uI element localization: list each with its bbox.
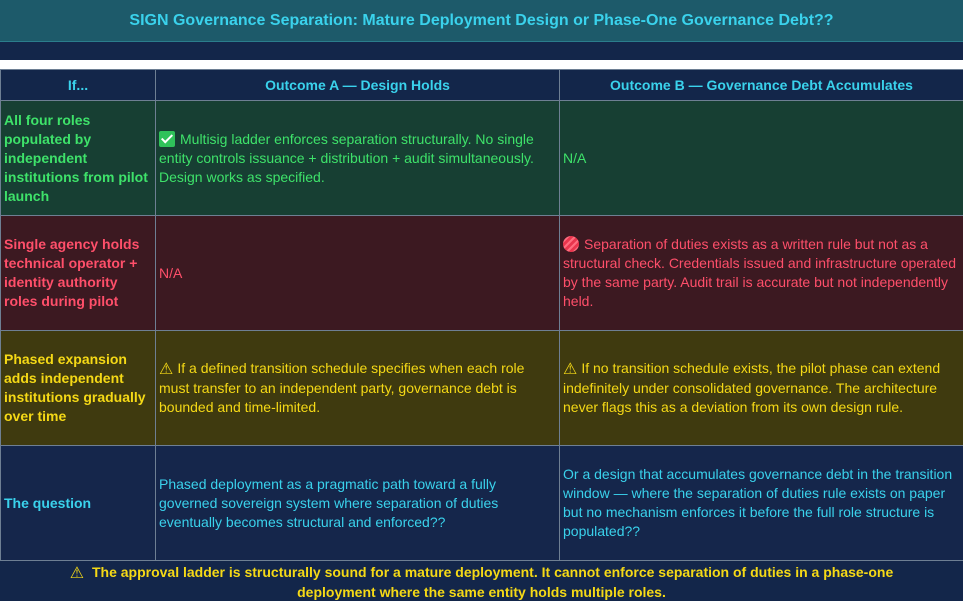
table-row <box>1 216 963 331</box>
row-label: Phased expansion adds independent institutions gradually over time <box>1 331 156 446</box>
outcome-b-cell: Or a design that accumulates governance debt in the transition window — where the separation of duties rule exists on paper but no mechanism enforces it before the full role structure is populated?? <box>560 446 963 561</box>
outcome-a-cell <box>156 331 560 446</box>
header-outcome-b: Outcome B — Governance Debt Accumulates <box>560 70 963 101</box>
outcome-a-cell: N/A <box>156 216 560 331</box>
outcome-b-cell <box>560 331 963 446</box>
table-row <box>1 101 963 216</box>
row-label: The question <box>1 446 156 561</box>
table-row <box>1 446 963 561</box>
outcome-b-cell: N/A <box>560 101 963 216</box>
spacer-block-right <box>155 42 963 60</box>
footer-line-2: deployment where the same entity holds multiple roles. <box>297 584 666 600</box>
header-if: If... <box>1 70 156 101</box>
outcome-a-text: Multisig ladder enforces separation structurally. No single entity controls issuance + distribution + audit simultaneously. Design works as specified. <box>159 130 534 185</box>
footer-text-1: The approval ladder is structurally sound for a mature deployment. It cannot enforce separation of duties in a phase-one <box>91 564 894 580</box>
spacer-block-left-lower <box>0 60 155 69</box>
outcome-a-text: If a defined transition schedule specifies when each role must transfer to an independent party, governance debt is bounded and time-limited. <box>159 360 525 415</box>
outcome-b-text: If no transition schedule exists, the pilot phase can extend indefinitely under consolidated governance. The architecture never flags this as a deviation from its own design rule. <box>563 360 941 415</box>
check-icon <box>159 131 175 147</box>
outcome-a-cell: Phased deployment as a pragmatic path toward a fully governed sovereign system where separation of duties eventually becomes structural and enforced?? <box>156 446 560 561</box>
page-title <box>0 0 963 42</box>
spacer-block-left <box>0 42 155 60</box>
header-spacer <box>0 42 963 69</box>
footer-note <box>0 560 963 601</box>
comparison-table <box>0 69 963 561</box>
page-title-text: SIGN Governance Separation: Mature Deployment Design or Phase-One Governance Debt?? <box>129 11 834 29</box>
row-label: Single agency holds technical operator + identity authority roles during pilot <box>1 216 156 331</box>
table-header-row <box>1 70 963 101</box>
outcome-a-cell <box>156 101 560 216</box>
header-outcome-a: Outcome A — Design Holds <box>156 70 560 101</box>
warning-icon: ⚠ <box>563 361 578 378</box>
warning-icon: ⚠ <box>69 565 85 582</box>
footer-line-1 <box>0 563 963 583</box>
row-label: All four roles populated by independent institutions from pilot launch <box>1 101 156 216</box>
red-circle-icon <box>563 236 579 252</box>
table-row <box>1 331 963 446</box>
outcome-b-text: Separation of duties exists as a written rule but not as a structural check. Credentials issued and infrastructure operated by the same party. Audit trail is accurate but not independently held. <box>563 236 956 309</box>
outcome-b-cell <box>560 216 963 331</box>
warning-icon: ⚠ <box>159 361 174 378</box>
